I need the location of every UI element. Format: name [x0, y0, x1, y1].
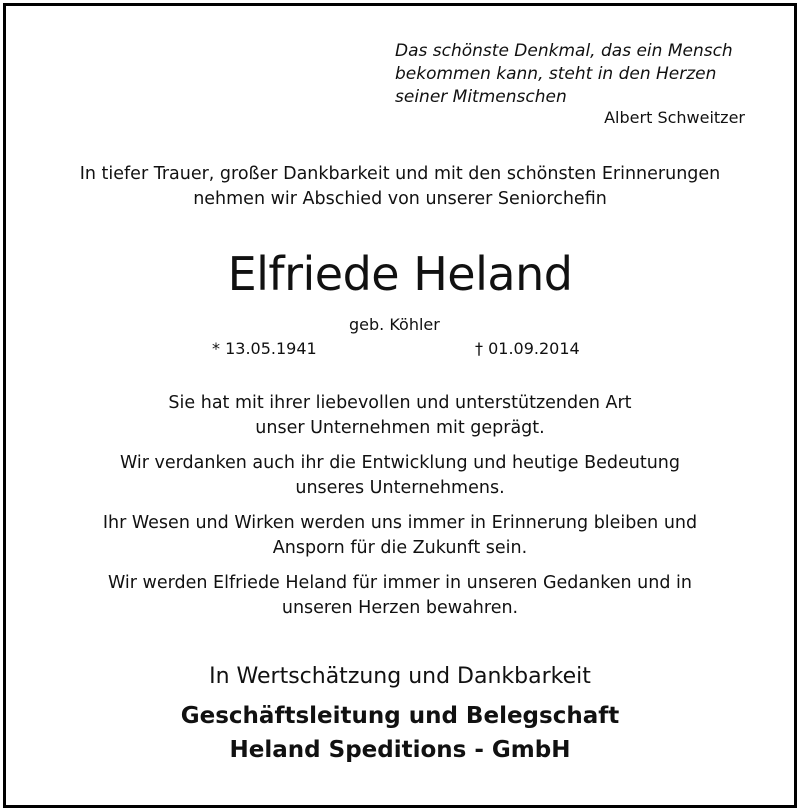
- paragraph-line: Wir verdanken auch ihr die Entwicklung und heutige Bedeutung: [119, 453, 681, 473]
- paragraph: [0, 511, 800, 561]
- death-date: † 01.09.2014: [475, 339, 580, 358]
- signature-line-2: Heland Speditions - GmbH: [229, 737, 571, 763]
- quote-line: bekommen kann, steht in den Herzen: [395, 64, 717, 84]
- paragraph-line: unseren Herzen bewahren.: [281, 598, 519, 618]
- quote-line: seiner Mitmenschen: [395, 87, 567, 107]
- paragraph-line: Wir werden Elfriede Heland für immer in unseren Gedanken und in: [108, 573, 692, 593]
- deceased-name: Elfriede Heland: [227, 247, 573, 301]
- paragraph-line: Sie hat mit ihrer liebevollen und unterstützenden Art: [168, 393, 632, 413]
- paragraph-line: Ihr Wesen und Wirken werden uns immer in Erinnerung bleiben und: [102, 513, 698, 533]
- paragraph: [0, 451, 800, 501]
- quote-line: Das schönste Denkmal, das ein Mensch: [395, 41, 733, 61]
- paragraph-line: unseres Unternehmens.: [295, 478, 505, 498]
- intro-line-2: nehmen wir Abschied von unserer Seniorchefin: [193, 189, 607, 209]
- birth-date: * 13.05.1941: [212, 339, 317, 358]
- closing-text: In Wertschätzung und Dankbarkeit: [209, 664, 591, 689]
- paragraph: [0, 391, 800, 441]
- intro-line-1: In tiefer Trauer, großer Dankbarkeit und mit den schönsten Erinnerungen: [79, 164, 721, 184]
- paragraph-line: unser Unternehmen mit geprägt.: [255, 418, 545, 438]
- signature-line-1: Geschäftsleitung und Belegschaft: [180, 703, 620, 729]
- quote: [395, 40, 733, 109]
- paragraph: [0, 571, 800, 621]
- maiden-name: geb. Köhler: [349, 315, 440, 334]
- quote-author: Albert Schweitzer: [604, 108, 745, 127]
- paragraph-line: Ansporn für die Zukunft sein.: [272, 538, 528, 558]
